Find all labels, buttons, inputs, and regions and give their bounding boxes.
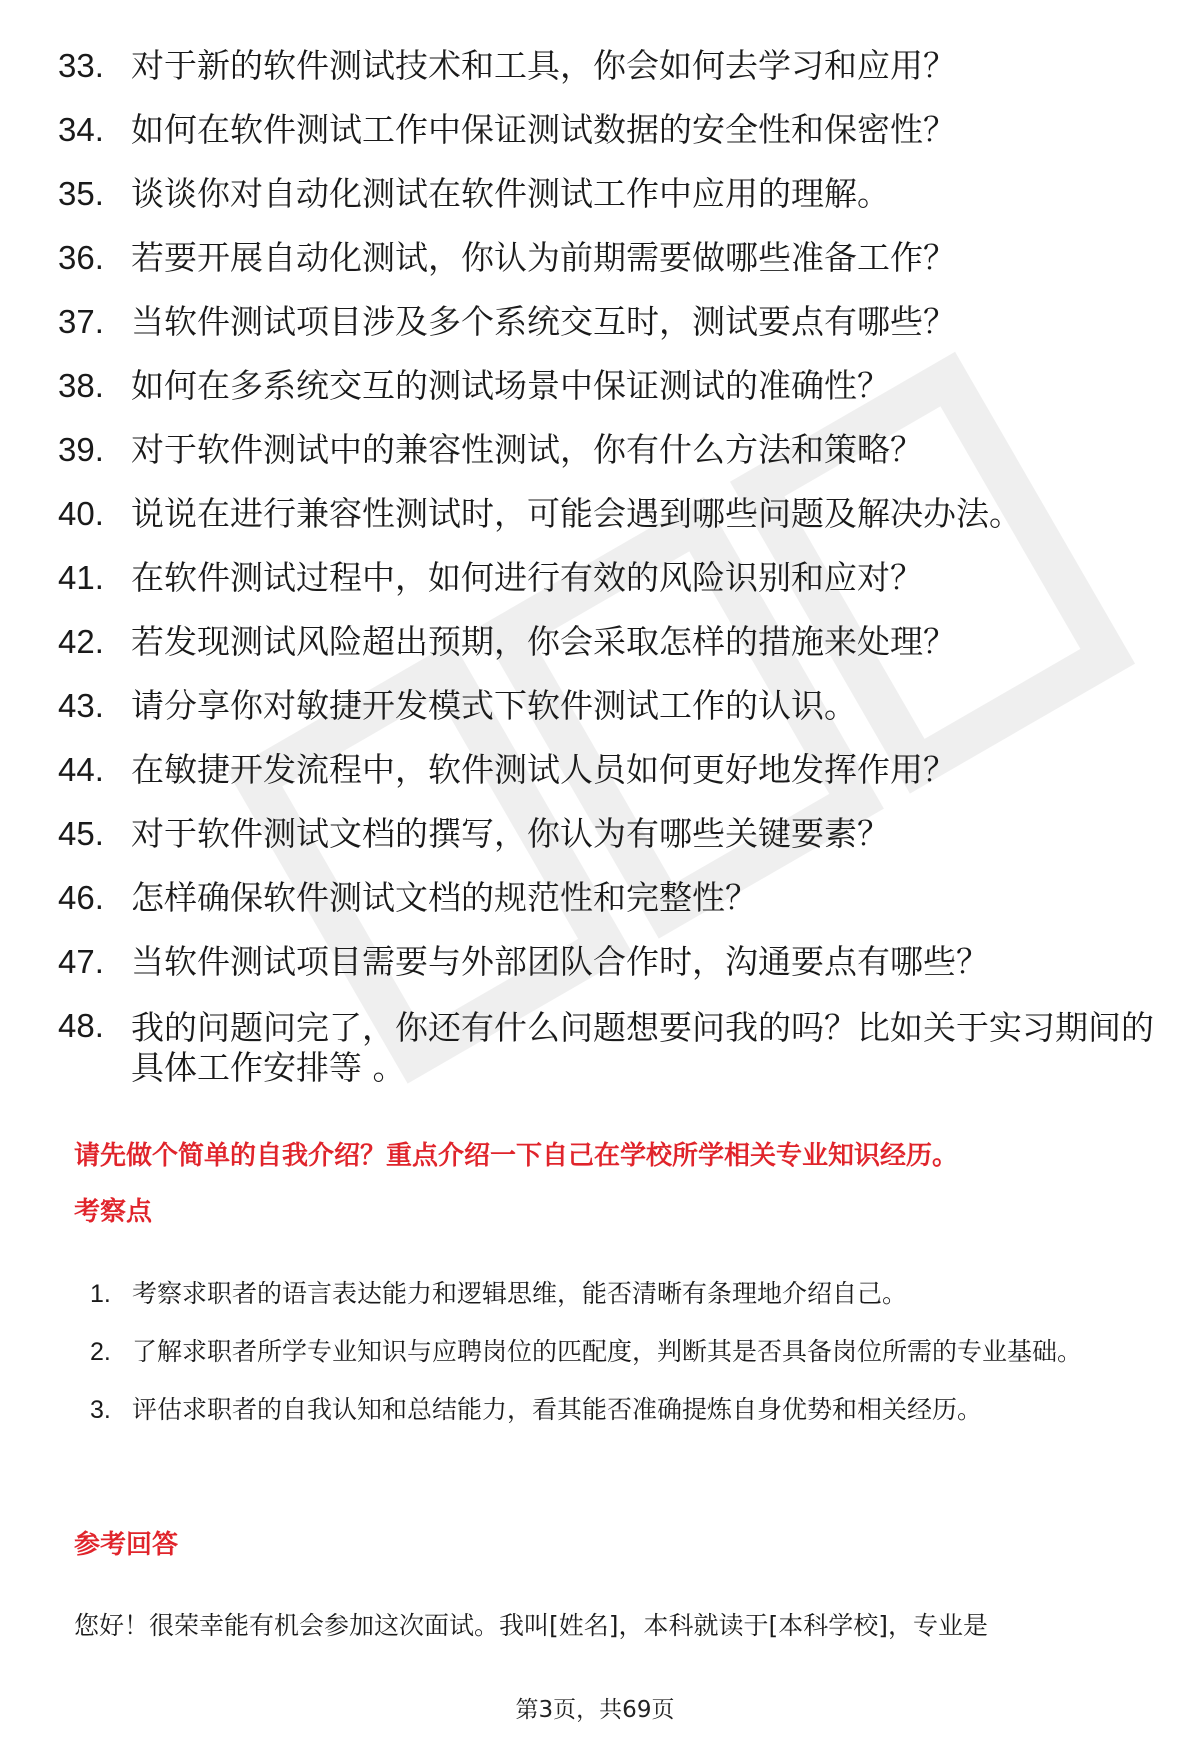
list-item — [58, 624, 1168, 660]
question-number: 38. — [58, 367, 104, 404]
question-text: 怎样确保软件测试文档的规范性和完整性？ — [131, 878, 758, 917]
point-number: 3. — [90, 1396, 111, 1424]
focus-points-heading: 考察点 — [74, 1197, 153, 1227]
question-number: 35. — [58, 175, 104, 212]
list-item — [58, 560, 1168, 596]
point-number: 1. — [90, 1280, 111, 1308]
point-number: 2. — [90, 1338, 111, 1366]
page-indicator: 第3页，共69页 — [515, 1697, 675, 1723]
question-number: 34. — [58, 111, 104, 148]
list-item — [58, 944, 1168, 980]
focus-points-list — [90, 1265, 1150, 1439]
question-text: 对于软件测试中的兼容性测试，你有什么方法和策略？ — [131, 430, 923, 469]
question-number: 45. — [58, 815, 104, 852]
section-question-heading: 请先做个简单的自我介绍？重点介绍一下自己在学校所学相关专业知识经历。 — [74, 1141, 959, 1171]
question-text: 对于新的软件测试技术和工具，你会如何去学习和应用？ — [131, 46, 956, 85]
list-item — [90, 1323, 1150, 1381]
reference-answer-text: 您好！很荣幸能有机会参加这次面试。我叫[姓名]，本科就读于[本科学校]，专业是 — [74, 1611, 989, 1640]
question-text: 如何在软件测试工作中保证测试数据的安全性和保密性？ — [131, 110, 956, 149]
question-text: 当软件测试项目需要与外部团队合作时，沟通要点有哪些？ — [131, 942, 989, 981]
question-number: 41. — [58, 559, 104, 596]
question-number: 46. — [58, 879, 104, 916]
question-number: 40. — [58, 495, 104, 532]
question-number: 42. — [58, 623, 104, 660]
question-number: 47. — [58, 943, 104, 980]
question-text: 在敏捷开发流程中，软件测试人员如何更好地发挥作用？ — [131, 750, 956, 789]
question-number: 39. — [58, 431, 104, 468]
list-item — [58, 432, 1168, 468]
question-number: 43. — [58, 687, 104, 724]
point-text: 了解求职者所学专业知识与应聘岗位的匹配度，判断其是否具备岗位所需的专业基础。 — [132, 1337, 1083, 1366]
list-item — [90, 1265, 1150, 1323]
question-number: 44. — [58, 751, 104, 788]
question-text: 若发现测试风险超出预期，你会采取怎样的措施来处理？ — [131, 622, 956, 661]
list-item — [58, 816, 1168, 852]
list-item — [58, 880, 1168, 916]
point-text: 考察求职者的语言表达能力和逻辑思维，能否清晰有条理地介绍自己。 — [132, 1279, 908, 1308]
list-item — [58, 688, 1168, 724]
question-text: 说说在进行兼容性测试时，可能会遇到哪些问题及解决办法。 — [131, 494, 1022, 533]
list-item — [58, 48, 1168, 84]
question-list — [58, 48, 1168, 1116]
list-item — [58, 112, 1168, 148]
question-text: 对于软件测试文档的撰写，你认为有哪些关键要素？ — [131, 814, 890, 853]
list-item — [58, 752, 1168, 788]
list-item — [90, 1381, 1150, 1439]
question-text: 当软件测试项目涉及多个系统交互时，测试要点有哪些？ — [131, 302, 956, 341]
list-item — [58, 1008, 1168, 1088]
question-text: 我的问题问完了，你还有什么问题想要问我的吗？比如关于实习期间的具体工作安排等 。 — [131, 1008, 1154, 1087]
list-item — [58, 496, 1168, 532]
list-item — [58, 240, 1168, 276]
question-number: 37. — [58, 303, 104, 340]
question-text: 如何在多系统交互的测试场景中保证测试的准确性？ — [131, 366, 890, 405]
question-text: 若要开展自动化测试，你认为前期需要做哪些准备工作？ — [131, 238, 956, 277]
question-number: 33. — [58, 47, 104, 84]
list-item — [58, 304, 1168, 340]
question-number: 36. — [58, 239, 104, 276]
question-text: 谈谈你对自动化测试在软件测试工作中应用的理解。 — [131, 174, 890, 213]
question-text: 请分享你对敏捷开发模式下软件测试工作的认识。 — [131, 686, 857, 725]
reference-answer-heading: 参考回答 — [74, 1530, 179, 1560]
question-number: 48. — [58, 1007, 104, 1044]
question-text: 在软件测试过程中，如何进行有效的风险识别和应对？ — [131, 558, 923, 597]
list-item — [58, 176, 1168, 212]
point-text: 评估求职者的自我认知和总结能力，看其能否准确提炼自身优势和相关经历。 — [132, 1395, 983, 1424]
list-item — [58, 368, 1168, 404]
